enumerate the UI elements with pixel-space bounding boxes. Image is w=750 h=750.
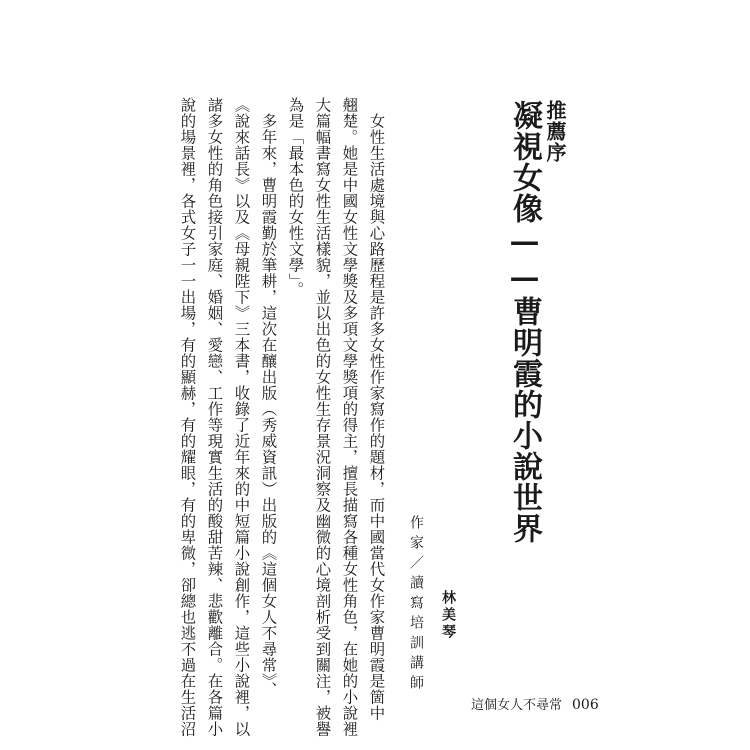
page-number: 006 [572,697,599,713]
author-role: 作家／讀寫培訓講師 [408,515,424,695]
chapter-title: 凝視女像——曹明霞的小說世界 [507,100,542,544]
body-text-line: 大篇幅書寫女性生活樣貌，並以出色的女性生存景況洞察及幽微的心境剖析受到關注，被譽 [313,97,332,737]
body-text-line: 為是「最本色的女性文學」。 [286,97,305,298]
body-text-line: 女性生活處境與心路歷程是許多女性作家寫作的題材，而中國當代女作家曹明霞是箇中 [367,97,386,721]
body-text-line: 翹楚。她是中國女性文學獎及多項文學獎項的得主，擅長描寫各種女性角色，在她的小說裡 [340,97,359,737]
body-text-line: 《說來話長》以及《母親陛下》三本書，收錄了近年來的中短篇小說創作，這些小說裡，以 [232,97,251,737]
body-text-line: 多年來，曹明霞勤於筆耕，這次在釀出版（秀威資訊）出版的《這個女人不尋常》、 [259,97,278,698]
body-text-line: 說的場景裡，各式女子一一出場，有的顯赫，有的耀眼，有的卑微，卻總也逃不過在生活沼 [178,97,197,737]
section-label: 推薦序 [543,100,567,163]
running-book-title: 這個女人不尋常 [471,698,563,713]
author-name: 林美琴 [440,590,456,641]
body-text-line: 諸多女性的角色接引家庭、婚姻、愛戀、工作等現實生活的酸甜苦辣、悲歡離合。在各篇小 [205,97,224,737]
page-footer [471,694,599,713]
